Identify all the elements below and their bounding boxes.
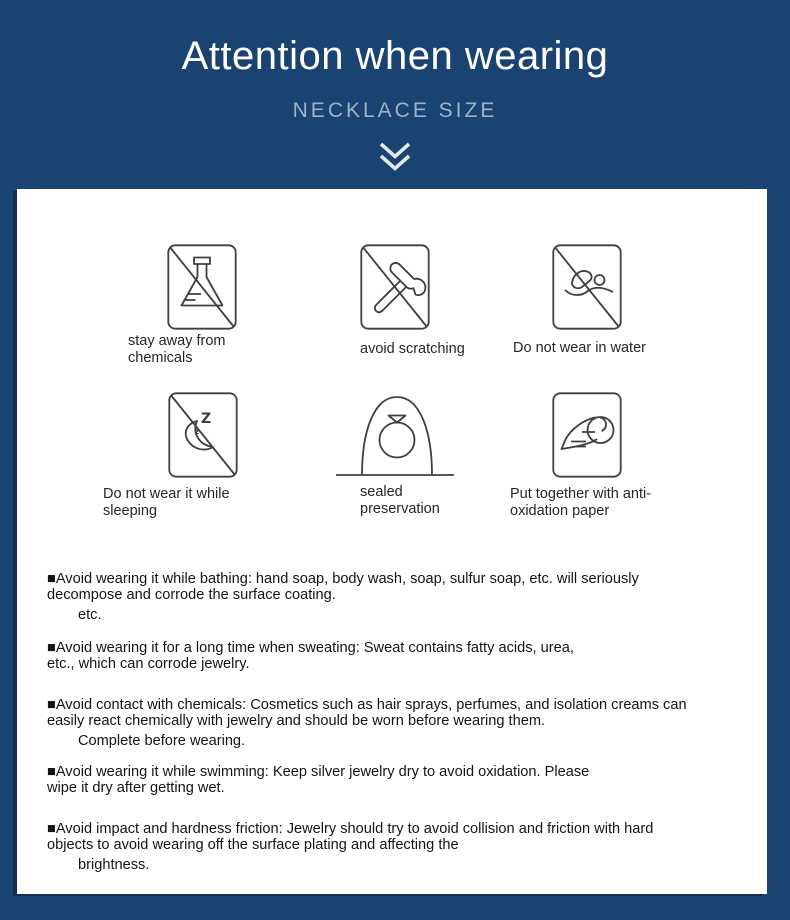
note-line: ■Avoid wearing it while bathing: hand soap, body wash, soap, sulfur soap, etc. will seriously (47, 571, 639, 587)
note-sweating (47, 640, 752, 672)
care-card (17, 189, 767, 894)
page-title: Attention when wearing (181, 34, 609, 78)
note-line: ■Avoid wearing it while swimming: Keep silver jewelry dry to avoid oxidation. Please (47, 764, 590, 780)
svg-text:z: z (194, 427, 200, 436)
caption-line: Do not wear it while (103, 486, 230, 502)
no-scratching-icon (360, 244, 430, 335)
sealed-preservation-icon (335, 393, 455, 484)
note-line: ■Avoid contact with chemicals: Cosmetics such as hair sprays, perfumes, and isolation creams can (47, 697, 687, 713)
caption-line: stay away from (128, 333, 226, 349)
caption-do-not-wear-in-water (513, 340, 646, 357)
note-bathing (47, 571, 752, 623)
caption-line: Do not wear in water (513, 340, 646, 356)
caption-anti-oxidation-paper (510, 486, 651, 520)
note-line: Complete before wearing. (78, 732, 246, 749)
caption-line: preservation (360, 501, 440, 517)
caption-avoid-scratching (360, 341, 465, 358)
caption-stay-away-from-chemicals (128, 333, 226, 367)
note-line: etc., which can corrode jewelry. (47, 656, 250, 672)
caption-sealed-preservation (360, 484, 440, 518)
note-line: etc. (78, 606, 102, 623)
caption-line: avoid scratching (360, 341, 465, 357)
note-line: decompose and corrode the surface coating. (47, 587, 336, 603)
caption-line: oxidation paper (510, 503, 610, 519)
caption-line: sleeping (103, 503, 158, 519)
note-line: ■Avoid impact and hardness friction: Jewelry should try to avoid collision and friction with hard (47, 821, 654, 837)
caption-line: Put together with anti- (510, 486, 652, 502)
note-line: ■Avoid wearing it for a long time when sweating: Sweat contains fatty acids, urea, (47, 640, 574, 656)
note-impact-friction (47, 821, 752, 873)
no-sleeping-icon (168, 392, 238, 483)
caption-line: sealed (360, 484, 403, 500)
note-line: objects to avoid wearing off the surface plating and affecting the (47, 837, 459, 853)
note-line: brightness. (78, 856, 150, 873)
no-chemicals-icon (167, 244, 237, 335)
note-chemicals (47, 697, 752, 749)
no-water-icon (552, 244, 622, 335)
caption-line: chemicals (128, 350, 193, 366)
note-swimming (47, 764, 752, 796)
svg-text:Z: Z (201, 411, 212, 427)
note-line: wipe it dry after getting wet. (47, 780, 225, 796)
chevron-double-down-icon (376, 141, 414, 180)
caption-do-not-wear-while-sleeping (103, 486, 230, 520)
anti-oxidation-paper-icon (552, 392, 622, 483)
note-line: easily react chemically with jewelry and should be worn before wearing them. (47, 713, 546, 729)
page-subtitle: NECKLACE SIZE (292, 99, 498, 122)
